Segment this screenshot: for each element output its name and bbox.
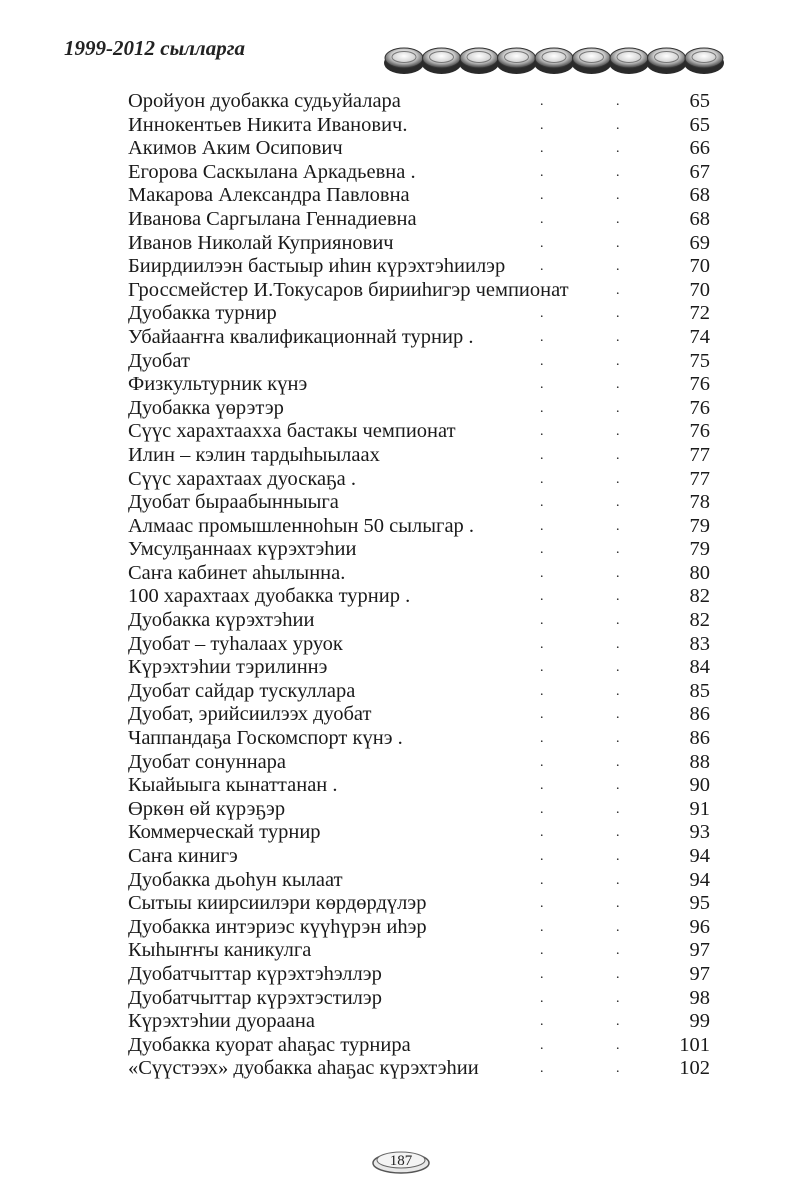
toc-leader-dot: . — [540, 447, 544, 463]
toc-entry-page-number: 94 — [689, 845, 710, 867]
toc-entry-page-number: 102 — [679, 1057, 710, 1080]
toc-leader-dot: . — [540, 966, 544, 982]
toc-leader-dot: . — [616, 731, 620, 747]
toc-leader-dot: . — [616, 636, 620, 652]
toc-leader-dot: . — [540, 943, 544, 959]
toc-leader-dot: . — [616, 801, 620, 817]
toc-entry — [128, 161, 728, 185]
toc-entry — [128, 114, 728, 138]
toc-leader-dot: . — [616, 329, 620, 345]
toc-leader-dot: . — [616, 1037, 620, 1053]
toc-entry — [128, 585, 728, 609]
toc-entry-page-number: 70 — [689, 255, 710, 278]
toc-entry — [128, 939, 728, 963]
toc-leader-dot: . — [616, 117, 620, 133]
toc-entry-title: Күрэхтэһии тэрилиннэ — [128, 656, 328, 679]
toc-entry — [128, 845, 728, 869]
toc-entry-page-number: 95 — [689, 892, 710, 915]
toc-entry-page-number: 94 — [689, 868, 710, 891]
toc-leader-dot: . — [540, 94, 544, 109]
toc-entry — [128, 1010, 728, 1034]
toc-entry — [128, 302, 728, 326]
toc-entry-page-number: 82 — [689, 609, 710, 632]
toc-entry-page-number: 84 — [689, 656, 710, 679]
toc-entry — [128, 798, 728, 822]
toc-entry-page-number: 86 — [689, 727, 710, 750]
toc-leader-dot: . — [540, 849, 544, 864]
toc-entry-page-number: 68 — [689, 207, 710, 230]
toc-leader-dot: . — [616, 235, 620, 251]
toc-leader-dot: . — [616, 495, 620, 511]
toc-entry — [128, 279, 728, 303]
toc-entry — [128, 703, 728, 727]
toc-entry-page-number: 97 — [689, 962, 710, 985]
toc-entry-title: Дуобакка турнир — [128, 302, 277, 325]
toc-leader-dot: . — [616, 377, 620, 393]
toc-leader-dot: . — [616, 518, 620, 534]
toc-leader-dot: . — [540, 636, 544, 652]
toc-entry-title: Чаппандаҕа Госкомспорт күнэ . — [128, 727, 403, 750]
toc-leader-dot: . — [540, 117, 544, 133]
toc-entry-title: Сүүс харахтааххa бастакы чемпионат — [128, 420, 456, 443]
toc-leader-dot: . — [540, 518, 544, 534]
toc-entry — [128, 963, 728, 987]
toc-entry-title: Иннокентьев Никита Иванович. — [128, 113, 408, 136]
toc-entry-title: Коммерческай турнир — [128, 821, 321, 844]
toc-leader-dot: . — [616, 94, 620, 109]
toc-entry-page-number: 66 — [689, 137, 710, 160]
toc-entry-title: Макарова Александра Павловна — [128, 184, 410, 207]
toc-leader-dot: . — [540, 990, 544, 1006]
checker-piece — [384, 48, 424, 74]
toc-entry-page-number: 76 — [689, 420, 710, 443]
toc-entry-page-number: 85 — [689, 679, 710, 702]
toc-leader-dot: . — [616, 754, 620, 770]
toc-entry — [128, 90, 728, 114]
toc-leader-dot: . — [616, 943, 620, 959]
toc-entry — [128, 1034, 728, 1058]
toc-entry-page-number: 75 — [689, 349, 710, 372]
toc-leader-dot: . — [540, 896, 544, 912]
toc-entry-page-number: 79 — [689, 514, 710, 537]
toc-entry-page-number: 65 — [689, 113, 710, 136]
toc-leader-dot: . — [540, 1014, 544, 1030]
toc-entry-title: Дуобат — [128, 349, 190, 372]
toc-leader-dot: . — [616, 259, 620, 275]
toc-entry — [128, 751, 728, 775]
toc-entry-page-number: 76 — [689, 396, 710, 419]
toc-leader-dot: . — [540, 259, 544, 275]
toc-entry-page-number: 70 — [689, 278, 710, 301]
checker-piece — [572, 48, 612, 74]
toc-entry-page-number: 96 — [689, 915, 710, 938]
toc-entry-title: Дуобакка куорат аһаҕас турнира — [128, 1033, 411, 1056]
toc-entry-title: Кыайыыга кынаттанан . — [128, 774, 338, 797]
toc-entry — [128, 727, 728, 751]
running-header-title: 1999-2012 сылларга — [64, 36, 245, 60]
toc-leader-dot: . — [616, 141, 620, 157]
toc-leader-dot: . — [616, 966, 620, 982]
toc-leader-dot: . — [540, 424, 544, 440]
toc-leader-dot: . — [616, 849, 620, 864]
page-number: 187 — [389, 1153, 413, 1169]
toc-leader-dot: . — [616, 164, 620, 180]
toc-entry-title: Дуобатчыттар күрэхтэстилэр — [128, 986, 382, 1009]
toc-entry-page-number: 90 — [689, 774, 710, 797]
toc-entry — [128, 255, 728, 279]
toc-leader-dot: . — [540, 731, 544, 747]
toc-leader-dot: . — [540, 495, 544, 511]
toc-leader-dot: . — [540, 471, 544, 487]
toc-leader-dot: . — [540, 754, 544, 770]
toc-entry — [128, 232, 728, 256]
toc-entry-page-number: 67 — [689, 160, 710, 183]
page-number-badge — [370, 1149, 432, 1175]
toc-entry — [128, 869, 728, 893]
toc-leader-dot: . — [540, 707, 544, 723]
toc-leader-dot: . — [616, 400, 620, 416]
toc-entry — [128, 656, 728, 680]
toc-leader-dot: . — [540, 211, 544, 227]
toc-leader-dot: . — [616, 542, 620, 558]
toc-entry-title: Күрэхтэһии дуораана — [128, 1010, 315, 1033]
toc-entry-title: Сүүс харахтаах дуоскаҕа . — [128, 467, 357, 490]
toc-entry-page-number: 77 — [689, 467, 710, 490]
checker-piece — [609, 48, 649, 74]
toc-entry — [128, 350, 728, 374]
toc-entry-title: Өркөн өй күрэҕэр — [128, 797, 286, 820]
toc-entry-title: Кыһыҥҥы каникулга — [128, 939, 312, 962]
toc-entry — [128, 373, 728, 397]
toc-leader-dot: . — [540, 825, 544, 841]
toc-entry — [128, 208, 728, 232]
toc-leader-dot: . — [540, 919, 544, 935]
toc-leader-dot: . — [540, 613, 544, 629]
toc-entry-page-number: 97 — [689, 939, 710, 962]
checker-piece — [459, 48, 499, 74]
toc-entry-page-number: 86 — [689, 703, 710, 726]
toc-leader-dot: . — [540, 660, 544, 676]
toc-entry-title: Алмаас промышленноһын 50 сылыгар . — [128, 514, 475, 537]
toc-leader-dot: . — [540, 778, 544, 794]
toc-entry-title: «Сүүстээх» дуобакка аһаҕас күрэхтэһии — [128, 1057, 479, 1080]
toc-entry-title: Дуобакка интэриэс күүһүрэн иһэр — [128, 915, 427, 938]
toc-leader-dot: . — [616, 447, 620, 463]
toc-entry-title: Дуобакка үөрэтэр — [128, 396, 284, 419]
toc-entry-page-number: 78 — [689, 491, 710, 514]
toc-leader-dot: . — [540, 164, 544, 180]
toc-entry-page-number: 72 — [689, 302, 710, 325]
toc-entry — [128, 892, 728, 916]
toc-entry — [128, 562, 728, 586]
toc-entry — [128, 821, 728, 845]
toc-leader-dot: . — [616, 707, 620, 723]
toc-leader-dot: . — [616, 825, 620, 841]
toc-entry-title: Саҥа кабинет аһылынна. — [128, 561, 346, 584]
toc-entry-title: Дуобат сонуннара — [128, 750, 287, 773]
toc-entry — [128, 444, 728, 468]
toc-entry-title: Оройуон дуобакка судьуйалара — [128, 90, 401, 112]
checkers-pieces-ornament — [382, 42, 727, 76]
toc-entry — [128, 633, 728, 657]
toc-leader-dot: . — [540, 1037, 544, 1053]
toc-leader-dot: . — [616, 471, 620, 487]
toc-leader-dot: . — [616, 589, 620, 605]
toc-entry-page-number: 76 — [689, 373, 710, 396]
toc-leader-dot: . — [616, 188, 620, 204]
toc-leader-dot: . — [616, 1014, 620, 1030]
toc-entry-page-number: 98 — [689, 986, 710, 1009]
toc-entry-page-number: 82 — [689, 585, 710, 608]
toc-entry — [128, 326, 728, 350]
toc-entry-page-number: 68 — [689, 184, 710, 207]
toc-entry — [128, 515, 728, 539]
toc-leader-dot: . — [616, 306, 620, 322]
toc-entry-title: Дуобат сайдар тускуллара — [128, 679, 356, 702]
checker-piece — [647, 48, 687, 74]
toc-leader-dot: . — [616, 565, 620, 581]
toc-leader-dot: . — [540, 400, 544, 416]
toc-entry-title: Акимов Аким Осипович — [128, 137, 343, 160]
toc-leader-dot: . — [540, 801, 544, 817]
toc-entry — [128, 137, 728, 161]
table-of-contents — [128, 90, 728, 1081]
toc-entry-page-number: 77 — [689, 443, 710, 466]
toc-leader-dot: . — [616, 896, 620, 912]
toc-entry-page-number: 101 — [679, 1033, 710, 1056]
checker-piece — [534, 48, 574, 74]
toc-entry-title: Дуобат быраабынныыга — [128, 491, 339, 514]
toc-entry — [128, 397, 728, 421]
toc-leader-dot: . — [616, 990, 620, 1006]
checker-piece — [684, 48, 724, 74]
toc-leader-dot: . — [540, 1061, 544, 1077]
toc-entry-title: Сытыы киирсиилэри көрдөрдүлэр — [128, 892, 427, 915]
toc-entry-page-number: 65 — [689, 90, 710, 112]
toc-leader-dot: . — [540, 353, 544, 369]
toc-leader-dot: . — [540, 589, 544, 605]
toc-leader-dot: . — [540, 235, 544, 251]
toc-leader-dot: . — [540, 377, 544, 393]
toc-entry-title: Дуобакка дьоһун кылаат — [128, 868, 343, 891]
toc-leader-dot: . — [616, 282, 620, 298]
toc-entry — [128, 468, 728, 492]
toc-entry — [128, 774, 728, 798]
toc-leader-dot: . — [616, 919, 620, 935]
toc-entry-title: Умсулҕаннаах күрэхтэһии — [128, 538, 357, 561]
toc-entry-page-number: 99 — [689, 1010, 710, 1033]
toc-leader-dot: . — [616, 683, 620, 699]
toc-entry-title: Физкультурник күнэ — [128, 373, 308, 396]
toc-leader-dot: . — [540, 683, 544, 699]
toc-leader-dot: . — [616, 211, 620, 227]
toc-entry — [128, 609, 728, 633]
toc-entry — [128, 987, 728, 1011]
toc-entry-page-number: 69 — [689, 231, 710, 254]
toc-entry-title: Саҥа кинигэ — [128, 845, 238, 867]
toc-entry-page-number: 74 — [689, 325, 710, 348]
toc-entry-title: Гроссмейстер И.Токусаров бирииһигэр чемпионат — [128, 278, 569, 301]
toc-entry — [128, 1057, 728, 1081]
toc-leader-dot: . — [616, 353, 620, 369]
toc-entry — [128, 184, 728, 208]
toc-entry — [128, 420, 728, 444]
toc-entry-title: Дуобакка күрэхтэһии — [128, 609, 315, 632]
toc-entry-title: Егорова Саскылана Аркадьевна . — [128, 160, 416, 183]
toc-entry — [128, 491, 728, 515]
toc-entry-title: Илин – кэлин тардыһыылаах — [128, 443, 380, 466]
toc-leader-dot: . — [540, 542, 544, 558]
toc-leader-dot: . — [540, 329, 544, 345]
toc-entry-page-number: 93 — [689, 821, 710, 844]
toc-leader-dot: . — [540, 306, 544, 322]
toc-leader-dot: . — [616, 424, 620, 440]
toc-entry-title: Дуобат, эрийсиилээх дуобат — [128, 703, 372, 726]
toc-entry-title: Дуобат – туһалаах уруок — [128, 632, 343, 655]
toc-leader-dot: . — [616, 1061, 620, 1077]
toc-leader-dot: . — [540, 188, 544, 204]
toc-entry — [128, 680, 728, 704]
toc-entry-title: Иванова Саргылана Геннадиевна — [128, 207, 417, 230]
toc-entry-title: Иванов Николай Куприянович — [128, 231, 394, 254]
toc-entry-page-number: 83 — [689, 632, 710, 655]
toc-entry-title: Дуобатчыттар күрэхтэһэллэр — [128, 962, 382, 985]
toc-leader-dot: . — [540, 565, 544, 581]
toc-entry — [128, 916, 728, 940]
toc-entry-title: Убайааҥҥа квалификационнай турнир . — [128, 325, 474, 348]
toc-leader-dot: . — [616, 872, 620, 888]
toc-entry — [128, 538, 728, 562]
toc-entry-page-number: 91 — [689, 797, 710, 820]
checker-piece — [422, 48, 462, 74]
toc-entry-page-number: 79 — [689, 538, 710, 561]
toc-entry-page-number: 88 — [689, 750, 710, 773]
toc-leader-dot: . — [616, 613, 620, 629]
toc-leader-dot: . — [540, 872, 544, 888]
toc-entry-title: 100 харахтаах дуобакка турнир . — [128, 585, 411, 608]
toc-entry-page-number: 80 — [689, 561, 710, 584]
toc-leader-dot: . — [540, 141, 544, 157]
toc-leader-dot: . — [616, 778, 620, 794]
checker-piece — [497, 48, 537, 74]
toc-entry-title: Биирдиилээн бастыыр иһин күрэхтэһиилэр — [128, 255, 506, 278]
toc-leader-dot: . — [616, 660, 620, 676]
